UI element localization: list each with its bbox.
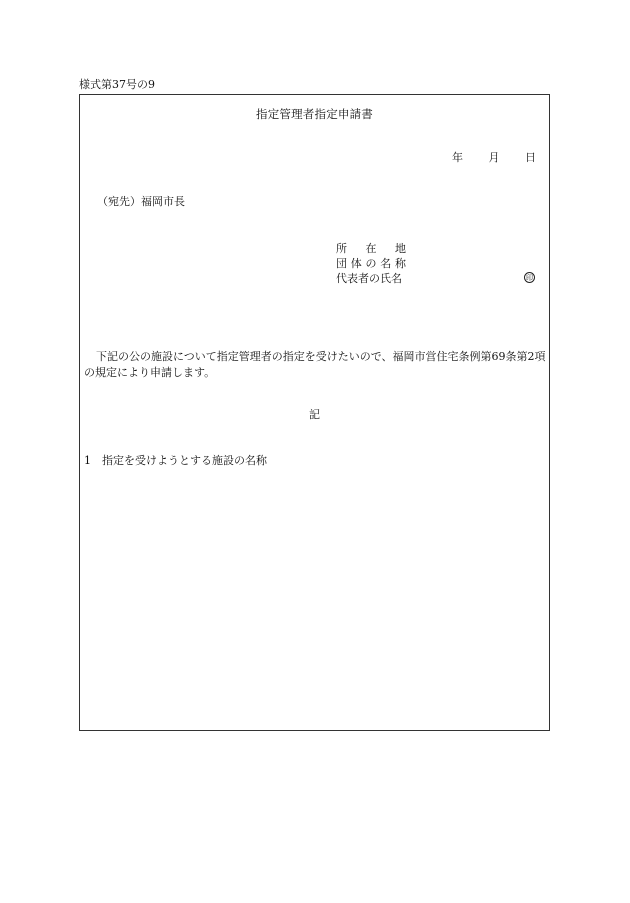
- address-label: 所 在 地: [336, 242, 406, 255]
- address-row: [336, 241, 536, 256]
- application-form-frame: [79, 94, 550, 731]
- item-label: 指定を受けようとする施設の名称: [102, 454, 267, 467]
- date-line: [452, 152, 536, 163]
- document-title: 指定管理者指定申請書: [256, 107, 373, 121]
- day-label: 日: [525, 151, 536, 164]
- item-number: 1: [84, 454, 91, 467]
- application-body-text: 下記の公の施設について指定管理者の指定を受けたいので、福岡市営住宅条例第69条第2項の規定により申請します。: [84, 350, 546, 379]
- organization-name-label: 団 体 の 名 称: [336, 257, 406, 270]
- form-number: 様式第37号の9: [79, 78, 155, 91]
- addressee: （宛先）福岡市長: [97, 195, 185, 208]
- month-label: 月: [488, 151, 500, 164]
- seal-mark-icon: 印: [526, 274, 533, 282]
- year-label: 年: [452, 151, 463, 164]
- organization-name-row: [336, 256, 536, 271]
- ki-heading: 記: [309, 408, 320, 421]
- representative-row: [336, 271, 536, 286]
- item-facility-name: [84, 455, 267, 466]
- applicant-block: [336, 241, 536, 286]
- representative-label: 代表者の氏名: [336, 272, 402, 285]
